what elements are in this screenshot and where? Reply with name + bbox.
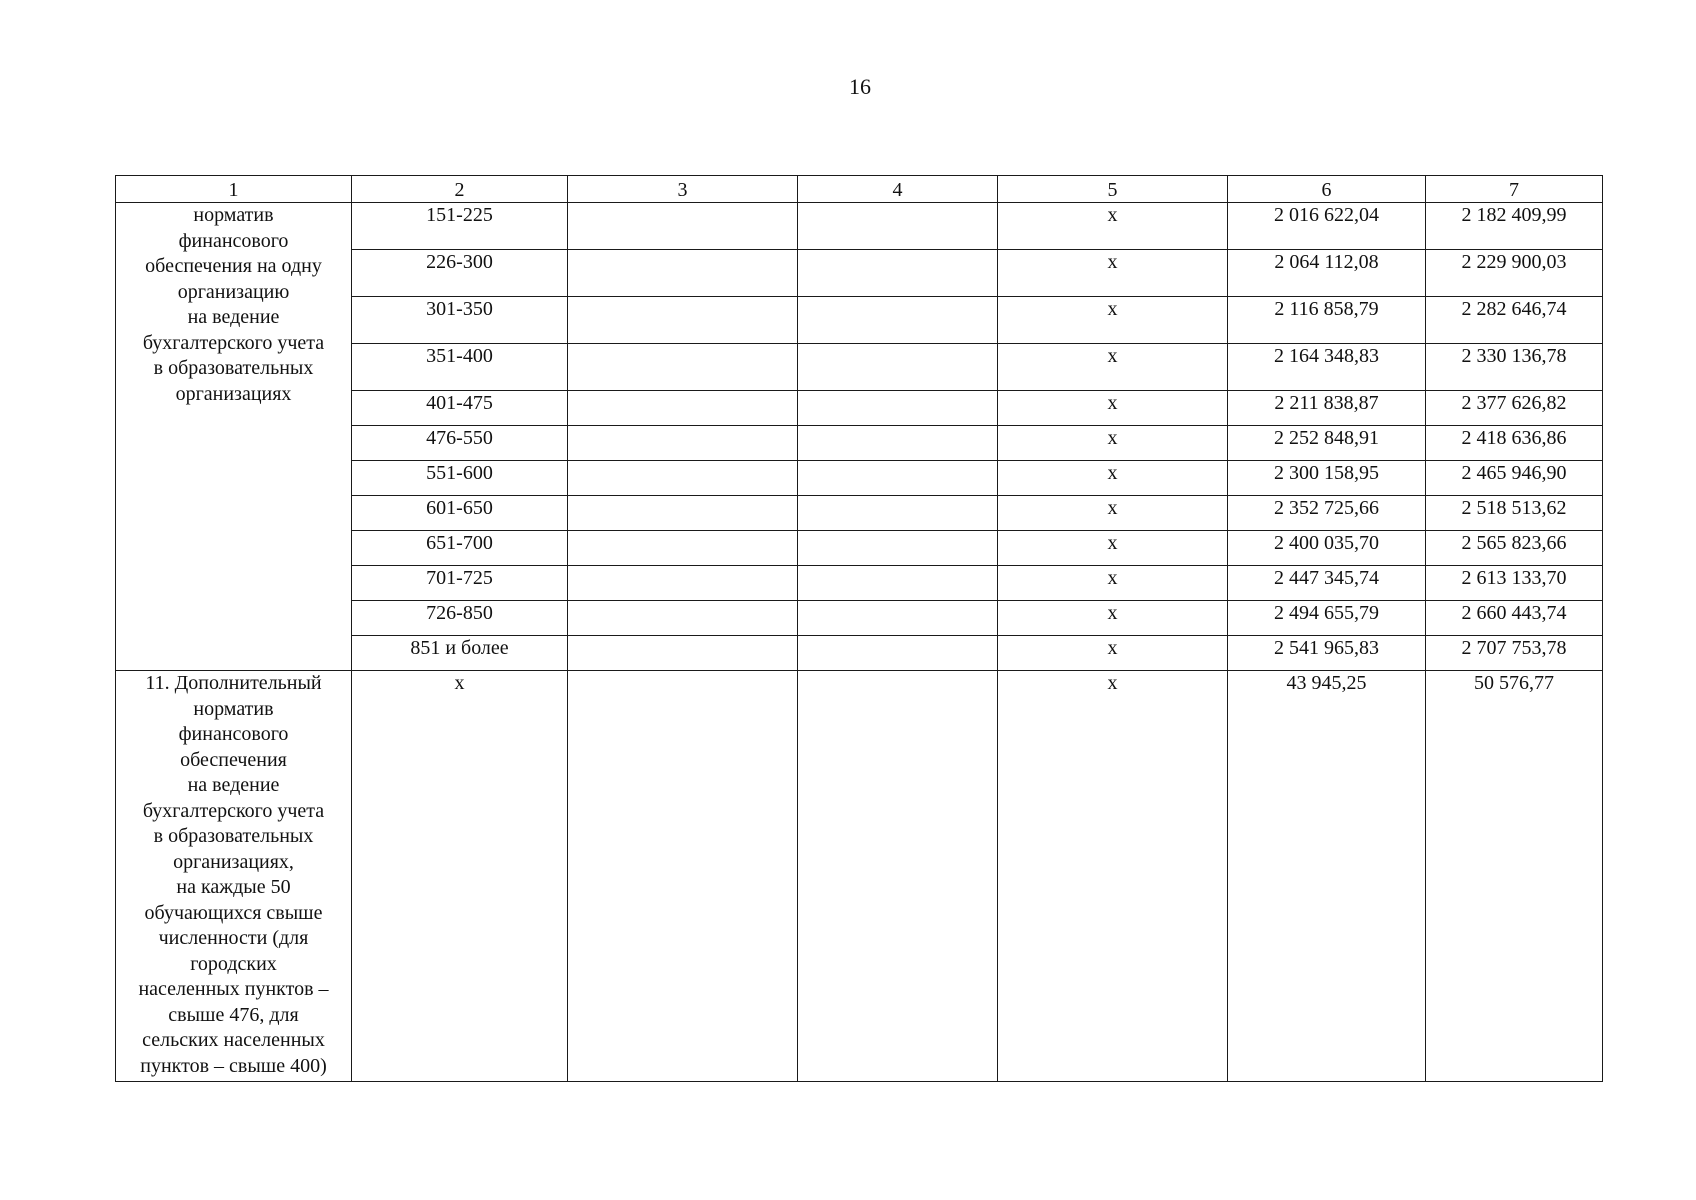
col-7-value: 2 282 646,74	[1426, 297, 1603, 344]
range-cell: 701-725	[352, 566, 568, 601]
col-7-value: 2 229 900,03	[1426, 250, 1603, 297]
col-5-cell: x	[998, 496, 1228, 531]
range-cell: 851 и более	[352, 636, 568, 671]
label-line: в образовательных	[153, 825, 314, 847]
col-6-value: 2 541 965,83	[1228, 636, 1426, 671]
label-line: сельских населенных	[142, 1029, 325, 1051]
label-line: 11. Дополнительный	[145, 672, 322, 694]
col-7-value: 2 613 133,70	[1426, 566, 1603, 601]
col-6-value: 2 164 348,83	[1228, 344, 1426, 391]
label-line: обеспечения на одну	[145, 255, 322, 277]
label-line: финансового	[178, 723, 289, 745]
col-6-value: 2 252 848,91	[1228, 426, 1426, 461]
range-cell: 651-700	[352, 531, 568, 566]
label-line: свыше 476, для	[168, 1003, 299, 1026]
col-4-cell	[798, 566, 998, 601]
col-5-cell: x	[998, 203, 1228, 250]
col-7-value: 2 465 946,90	[1426, 461, 1603, 496]
col-3-cell	[568, 566, 798, 601]
col-3-cell	[568, 391, 798, 426]
col-4-cell	[798, 671, 998, 1082]
col-4-cell	[798, 461, 998, 496]
label-line: населенных пунктов –	[138, 978, 329, 1000]
col-5-cell: x	[998, 636, 1228, 671]
col-3-cell	[568, 297, 798, 344]
label-line: обучающихся свыше	[144, 901, 323, 924]
col-5-cell: x	[998, 461, 1228, 496]
label-line: численности (для	[158, 927, 309, 949]
label-line: бухгалтерского учета	[142, 799, 325, 822]
col-3-cell	[568, 426, 798, 461]
col-3-cell	[568, 461, 798, 496]
col-7-value: 2 660 443,74	[1426, 601, 1603, 636]
range-cell: 151-225	[352, 203, 568, 250]
label-line: организацию	[177, 280, 290, 303]
header-col-3: 3	[568, 176, 798, 203]
col-5-cell: x	[998, 566, 1228, 601]
label-line: на ведение	[187, 306, 280, 328]
col-7-value: 2 707 753,78	[1426, 636, 1603, 671]
col-6-value: 43 945,25	[1228, 671, 1426, 1082]
col-4-cell	[798, 297, 998, 344]
col-7-value: 2 565 823,66	[1426, 531, 1603, 566]
header-col-7: 7	[1426, 176, 1603, 203]
col-3-cell	[568, 496, 798, 531]
range-cell: 301-350	[352, 297, 568, 344]
range-cell: 726-850	[352, 601, 568, 636]
range-cell: 351-400	[352, 344, 568, 391]
col-4-cell	[798, 636, 998, 671]
col-3-cell	[568, 250, 798, 297]
col-7-value: 2 418 636,86	[1426, 426, 1603, 461]
col-6-value: 2 352 725,66	[1228, 496, 1426, 531]
label-line: норматив	[193, 204, 274, 226]
label-line: городских	[190, 952, 277, 975]
header-col-1: 1	[116, 176, 352, 203]
range-cell: x	[352, 671, 568, 1082]
header-row	[116, 176, 1603, 203]
col-6-value: 2 300 158,95	[1228, 461, 1426, 496]
label-line: пунктов – свыше 400)	[140, 1054, 327, 1077]
col-4-cell	[798, 250, 998, 297]
range-cell: 551-600	[352, 461, 568, 496]
table-row-additional-norm	[116, 671, 1603, 1082]
col-7-value: 2 518 513,62	[1426, 496, 1603, 531]
col-4-cell	[798, 531, 998, 566]
col-4-cell	[798, 426, 998, 461]
col-7-value: 2 330 136,78	[1426, 344, 1603, 391]
label-line: на ведение	[187, 774, 280, 796]
header-col-6: 6	[1228, 176, 1426, 203]
col-3-cell	[568, 344, 798, 391]
col-7-value: 50 576,77	[1426, 671, 1603, 1082]
col-3-cell	[568, 601, 798, 636]
label-line: бухгалтерского учета	[142, 331, 325, 354]
label-line: норматив	[193, 697, 274, 720]
col-4-cell	[798, 344, 998, 391]
col-6-value: 2 116 858,79	[1228, 297, 1426, 344]
col-4-cell	[798, 496, 998, 531]
col-5-cell: x	[998, 671, 1228, 1082]
col-4-cell	[798, 391, 998, 426]
section-a-label	[116, 203, 352, 671]
col-5-cell: x	[998, 391, 1228, 426]
label-line: организациях	[175, 382, 292, 405]
col-3-cell	[568, 671, 798, 1082]
col-4-cell	[798, 601, 998, 636]
header-col-2: 2	[352, 176, 568, 203]
col-4-cell	[798, 203, 998, 250]
col-5-cell: x	[998, 250, 1228, 297]
col-6-value: 2 400 035,70	[1228, 531, 1426, 566]
header-col-5: 5	[998, 176, 1228, 203]
col-5-cell: x	[998, 601, 1228, 636]
col-7-value: 2 182 409,99	[1426, 203, 1603, 250]
col-6-value: 2 447 345,74	[1228, 566, 1426, 601]
label-line: финансового	[178, 229, 289, 252]
col-5-cell: x	[998, 297, 1228, 344]
col-5-cell: x	[998, 426, 1228, 461]
col-6-value: 2 211 838,87	[1228, 391, 1426, 426]
page-number: 16	[849, 74, 871, 99]
section-b-label	[116, 671, 352, 1082]
col-3-cell	[568, 636, 798, 671]
col-6-value: 2 494 655,79	[1228, 601, 1426, 636]
label-line: организациях,	[173, 850, 294, 873]
col-6-value: 2 064 112,08	[1228, 250, 1426, 297]
col-7-value: 2 377 626,82	[1426, 391, 1603, 426]
range-cell: 226-300	[352, 250, 568, 297]
label-line: в образовательных	[153, 357, 314, 379]
label-line: на каждые 50	[176, 876, 291, 898]
label-line: обеспечения	[180, 748, 287, 771]
col-5-cell: x	[998, 531, 1228, 566]
col-3-cell	[568, 203, 798, 250]
col-6-value: 2 016 622,04	[1228, 203, 1426, 250]
table-row	[116, 203, 1603, 250]
financing-norm-table	[115, 175, 1603, 1082]
range-cell: 601-650	[352, 496, 568, 531]
range-cell: 401-475	[352, 391, 568, 426]
col-5-cell: x	[998, 344, 1228, 391]
col-3-cell	[568, 531, 798, 566]
header-col-4: 4	[798, 176, 998, 203]
range-cell: 476-550	[352, 426, 568, 461]
